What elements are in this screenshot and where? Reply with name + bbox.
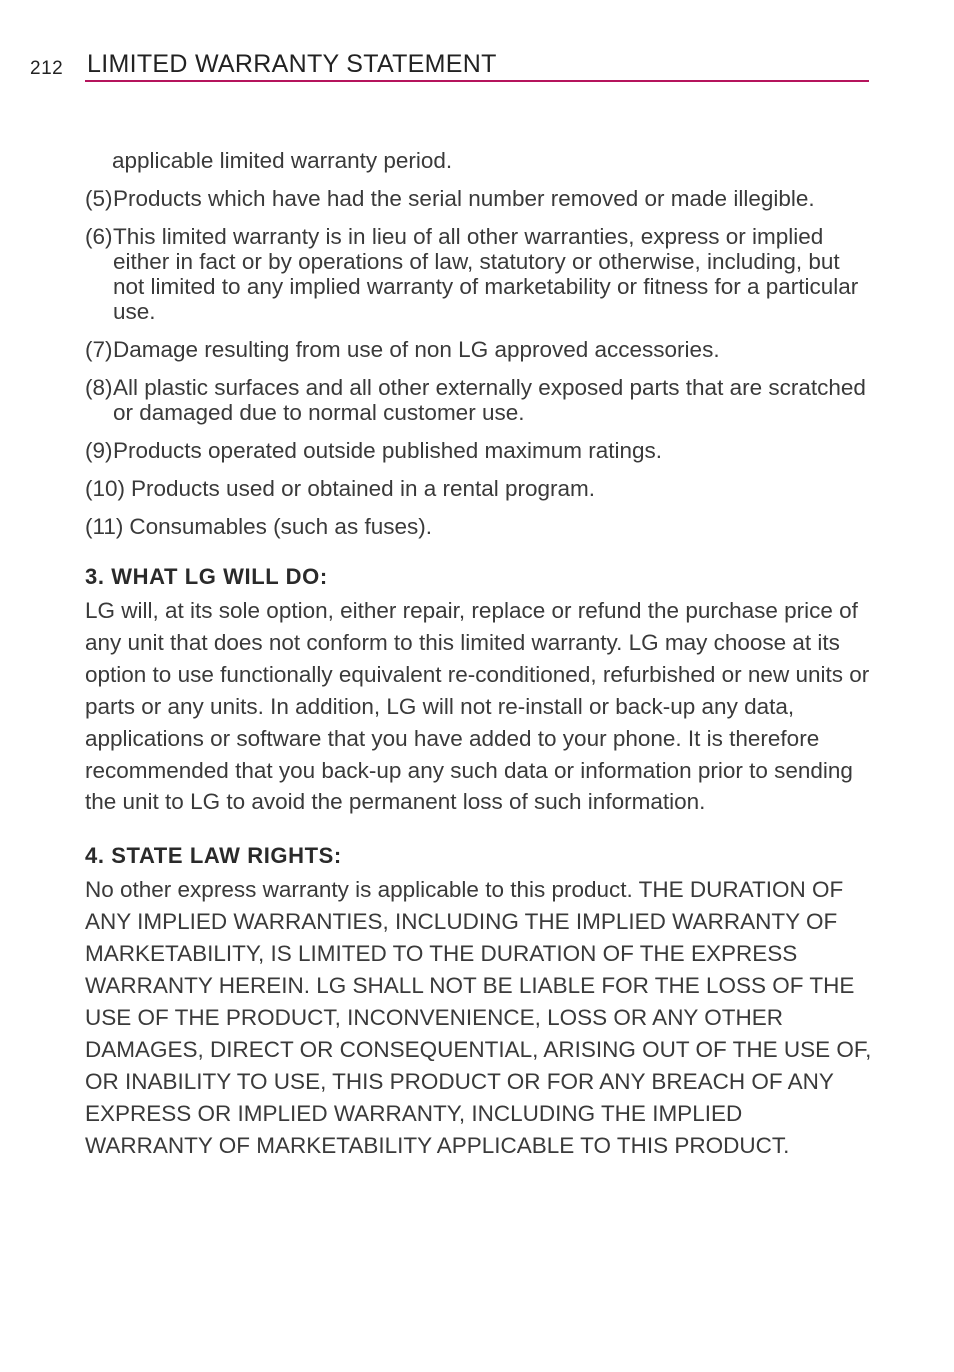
section-body-state-law-rights: No other express warranty is applicable to this product. THE DURATION OF ANY IMPLIED WARRANTIES, INCLUDING THE IMPLIED WARRANTY OF MARKETABILITY, IS LIMITED TO THE DURATION OF THE EXPRESS WARRANTY HEREIN. LG SHALL NOT BE LIABLE FOR THE LOSS OF THE USE OF THE PRODUCT, INCONVENIENCE, LOSS OR ANY OTHER DAMAGES, DIRECT OR CONSEQUENTIAL, ARISING OUT OF THE USE OF, OR INABILITY TO USE, THIS PRODUCT OR FOR ANY BREACH OF ANY EXPRESS OR IMPLIED WARRANTY, INCLUDING THE IMPLIED WARRANTY OF MARKETABILITY APPLICABLE TO THIS PRODUCT. [85, 877, 872, 1158]
item-text: Products which have had the serial number removed or made illegible. [113, 186, 815, 211]
page-number: 212 [30, 58, 64, 79]
item-text: Consumables (such as fuses). [129, 514, 432, 539]
header-title: LIMITED WARRANTY STATEMENT [87, 50, 497, 78]
item-number: (10) [85, 476, 126, 501]
header-rule [85, 80, 869, 82]
section-heading-state-law-rights: 4. STATE LAW RIGHTS: [85, 843, 342, 869]
list-item-7 [85, 337, 875, 362]
list-item-9 [85, 438, 875, 463]
section-body-what-lg-will-do: LG will, at its sole option, either repair, replace or refund the purchase price of any unit that does not conform to this limited warranty. LG may choose at its option to use functionally equivalent re-conditioned, refurbished or new units or parts or any units. In addition, LG will not re-install or back-up any data, applications or software that you have added to your phone. It is therefore recommended that you back-up any such data or information prior to sending the unit to LG to avoid the permanent loss of such information. [85, 598, 870, 815]
list-item-6 [85, 224, 875, 324]
item-text: Products used or obtained in a rental program. [131, 476, 596, 501]
list-item-5 [85, 186, 875, 211]
item-number: (8) [85, 375, 113, 400]
item-text: This limited warranty is in lieu of all other warranties, express or implied either in fact or by operations of law, statutory or otherwise, including, but not limited to any implied warranty of marketability or fitness for a particular use. [113, 224, 859, 324]
continuation-text: applicable limited warranty period. [112, 148, 453, 173]
list-item-11 [85, 514, 875, 539]
list-item-10 [85, 476, 875, 501]
item-number: (9) [85, 438, 113, 463]
page-content [85, 148, 875, 1162]
item-text: Damage resulting from use of non LG approved accessories. [113, 337, 720, 362]
item-text: All plastic surfaces and all other externally exposed parts that are scratched or damaged due to normal customer use. [113, 375, 866, 425]
section-heading-what-lg-will-do: 3. WHAT LG WILL DO: [85, 564, 328, 589]
item-number: (6) [85, 224, 113, 249]
list-item-8 [85, 375, 875, 425]
item-number: (7) [85, 337, 113, 362]
page-header [0, 0, 954, 90]
item-number: (5) [85, 186, 113, 211]
item-text: Products operated outside published maximum ratings. [113, 438, 663, 463]
item-number: (11) [85, 514, 124, 539]
